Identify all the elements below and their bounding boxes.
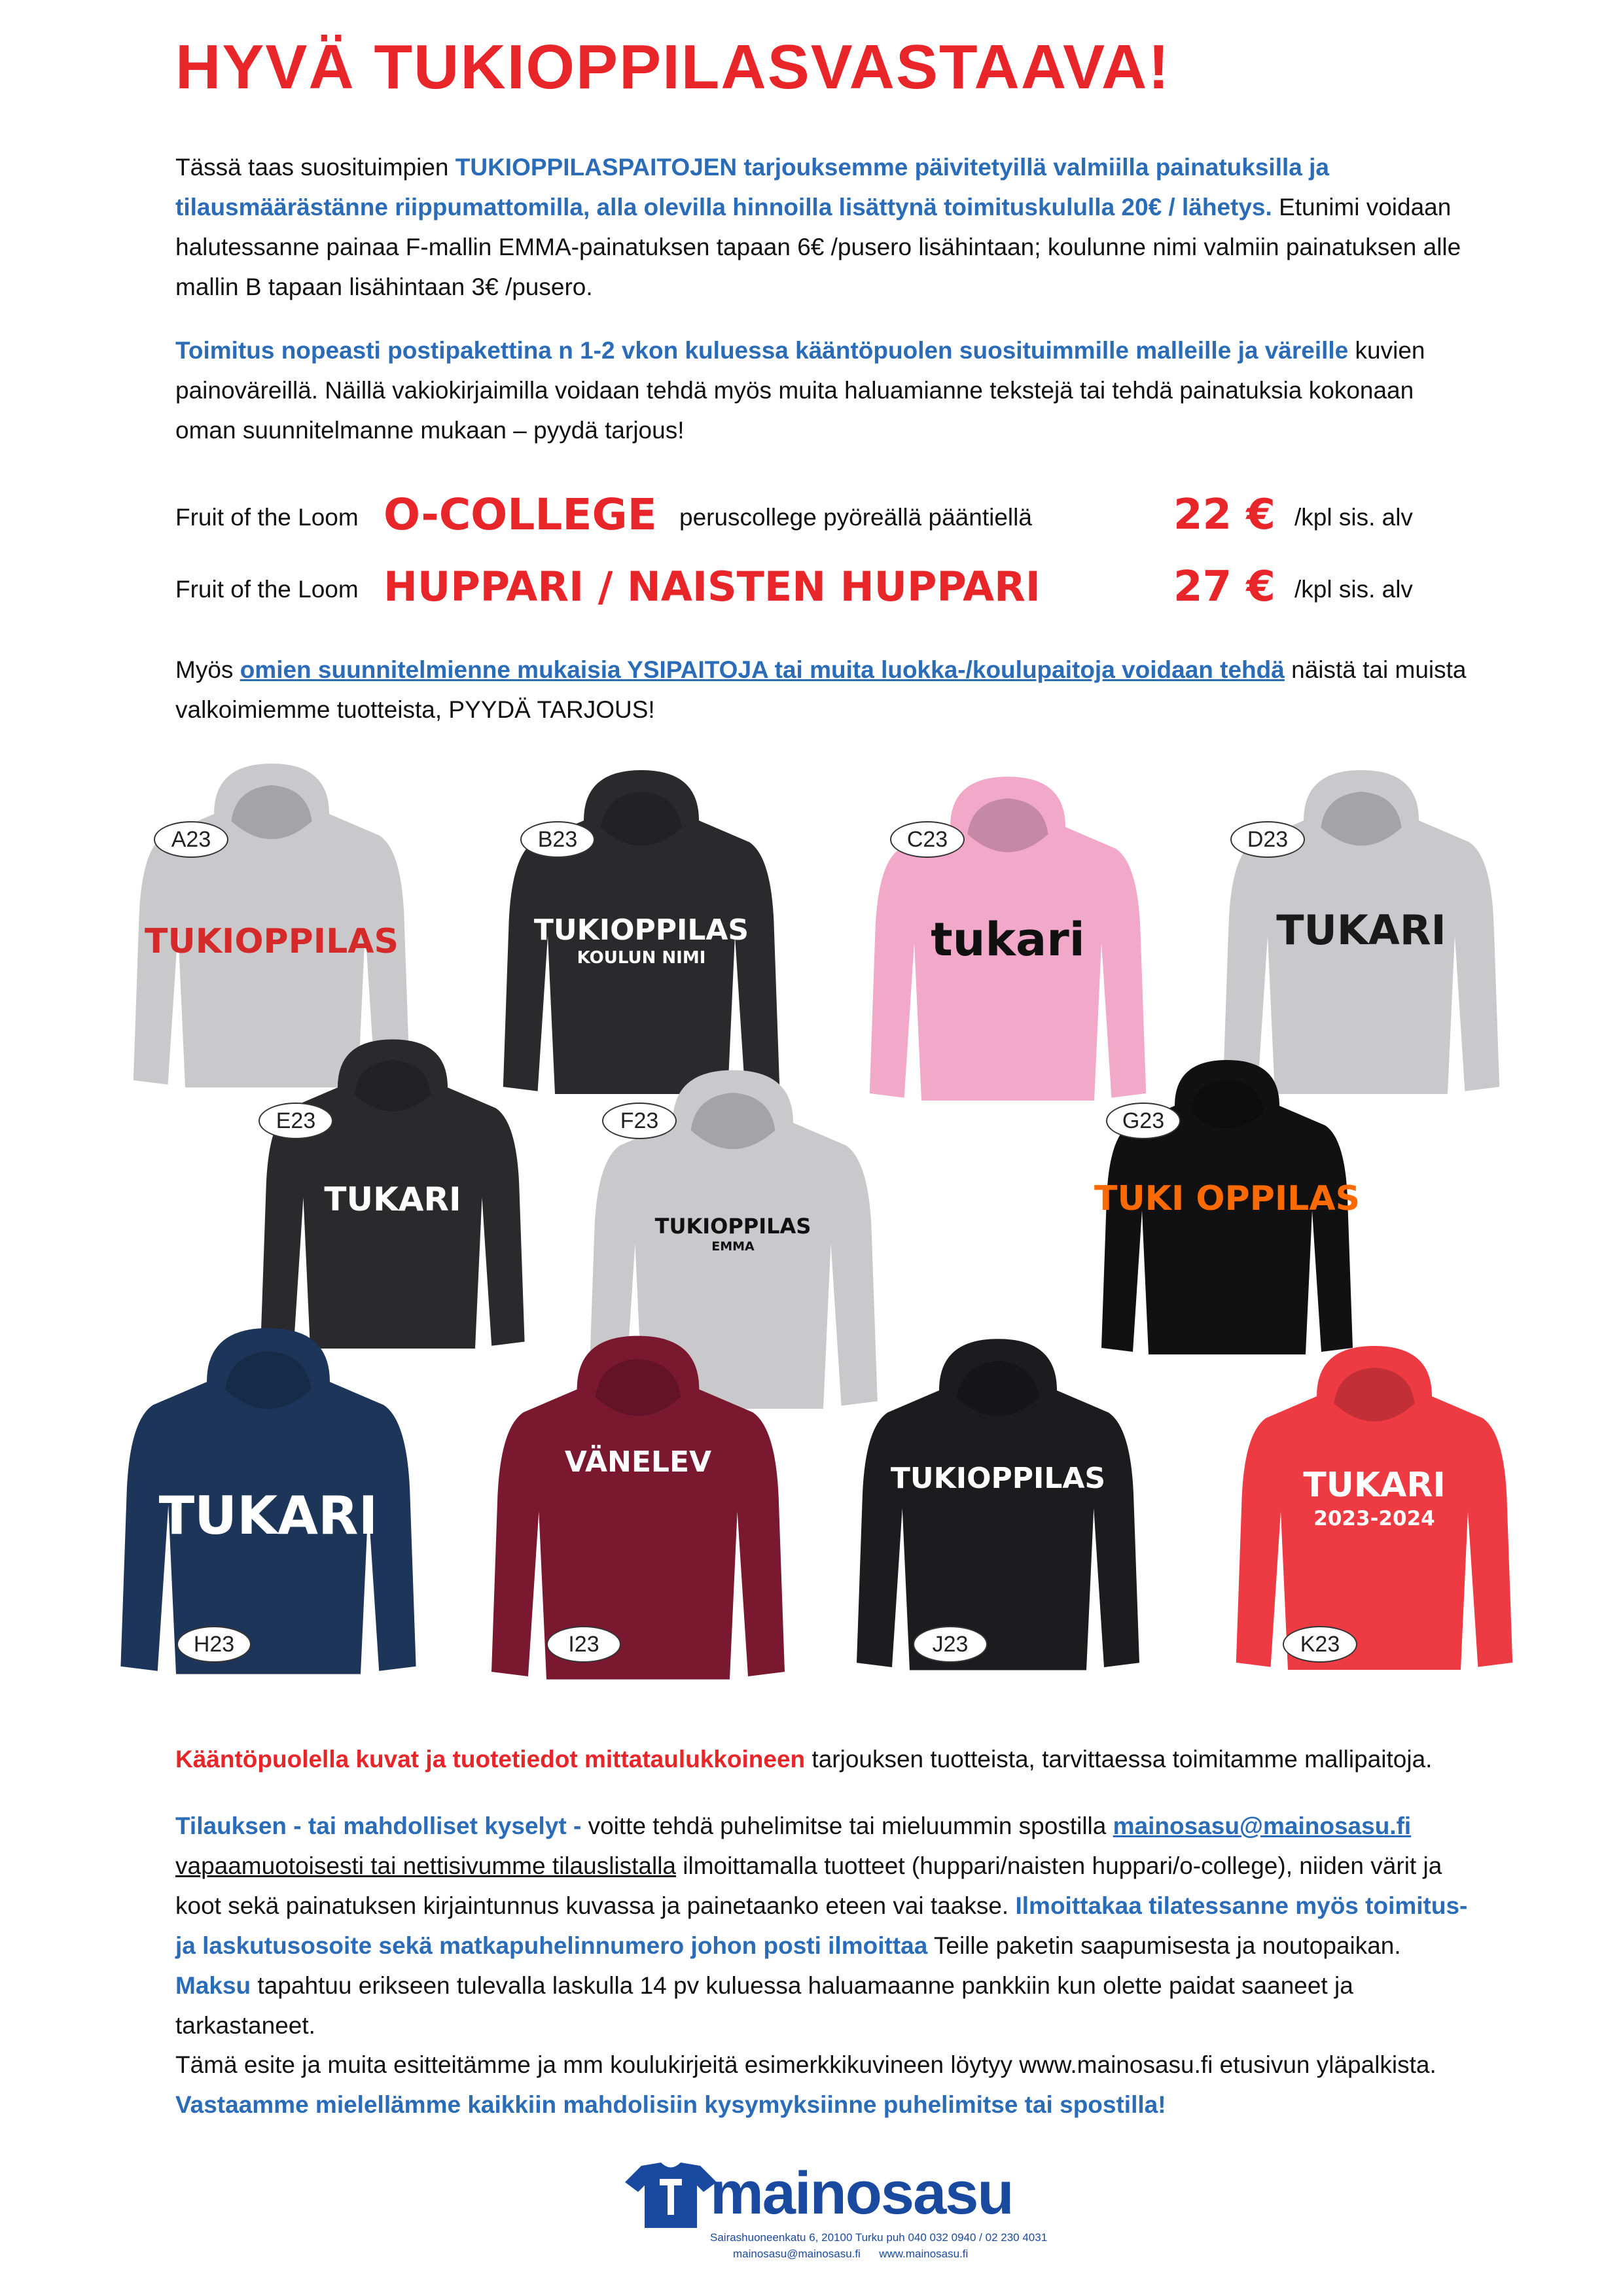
backside-text-1: Kääntöpuolella kuvat ja tuotetiedot mittataulukkoineen bbox=[175, 1746, 806, 1773]
price-brand: Fruit of the Loom bbox=[175, 504, 359, 531]
hoodie-print-subtext: EMMA bbox=[711, 1239, 755, 1254]
backside-paragraph bbox=[175, 1739, 1478, 1779]
order-text-1: Tilauksen - tai mahdolliset kyselyt - bbox=[175, 1812, 582, 1839]
price-unit: /kpl sis. alv bbox=[1294, 576, 1413, 603]
hoodie-print-text: TUKARI bbox=[1276, 906, 1446, 955]
tshirt-logo-icon bbox=[622, 2159, 720, 2231]
hoodie-i23 bbox=[481, 1328, 795, 1695]
price-value: 22 € bbox=[1173, 491, 1275, 539]
model-code-label: B23 bbox=[520, 821, 595, 858]
backside-text-2: tarjouksen tuotteista, tarvittaessa toimitamme mallipaitoja. bbox=[805, 1746, 1433, 1773]
order-paragraph bbox=[175, 1806, 1478, 2045]
price-row-hoodie bbox=[175, 561, 1478, 620]
order-text-2: voitte tehdä puhelimitse tai mieluummin spostilla bbox=[581, 1812, 1113, 1839]
delivery-text-2: kuvien painoväreillä. Näillä vakiokirjaimilla voidaan tehdä myös muita haluamianne tekstejä tai tehdä painatuksia kokonaan oman suunnitelmanne mukaan – pyydä tarjous! bbox=[175, 337, 1425, 444]
also-text-3: näistä tai muista valkoimiemme tuotteista, PYYDÄ TARJOUS! bbox=[175, 656, 1467, 723]
hoodie-print-text: TUKIOPPILAS bbox=[654, 1214, 812, 1239]
model-code-label: K23 bbox=[1283, 1626, 1357, 1663]
model-code-label: C23 bbox=[890, 821, 965, 858]
delivery-paragraph bbox=[175, 330, 1478, 450]
hoodie-print-text: TUKARI bbox=[1303, 1466, 1446, 1506]
model-code-label: E23 bbox=[259, 1103, 333, 1139]
model-code-label: F23 bbox=[602, 1103, 677, 1139]
hoodie-print-text: TUKIOPPILAS bbox=[533, 913, 749, 947]
order-text-7: Maksu bbox=[175, 1972, 251, 1999]
intro-text-3: Etunimi voidaan halutessanne painaa F-mallin EMMA-painatuksen tapaan 6€ /pusero lisähintaan; koulunne nimi valmiin painatuksen alle mallin B tapaan lisähintaan 3€ /pusero. bbox=[175, 194, 1461, 300]
model-code-label: I23 bbox=[546, 1626, 621, 1663]
hoodie-print-subtext: 2023-2024 bbox=[1313, 1506, 1435, 1530]
hoodie-print-text: VÄNELEV bbox=[564, 1445, 712, 1479]
also-text-1: Myös bbox=[175, 656, 240, 683]
order-list-link[interactable]: vapaamuotoisesti tai nettisivumme tilauslistalla bbox=[175, 1852, 677, 1879]
intro-text-1: Tässä taas suosituimpien bbox=[175, 154, 455, 181]
footer-paragraph bbox=[175, 2045, 1478, 2125]
intro-paragraph bbox=[175, 147, 1478, 307]
logo-wordmark: mainosasu bbox=[710, 2160, 1013, 2227]
price-unit: /kpl sis. alv bbox=[1294, 504, 1413, 531]
price-row-college bbox=[175, 489, 1478, 548]
hoodie-print-text: TUKI OPPILAS bbox=[1094, 1179, 1361, 1218]
hoodie-print-text: TUKARI bbox=[158, 1485, 378, 1546]
also-link[interactable]: omien suunnitelmienne mukaisia YSIPAITOJA tai muita luokka-/koulupaitoja voidaan tehdä bbox=[240, 656, 1285, 683]
price-desc: peruscollege pyöreällä pääntiellä bbox=[679, 504, 1032, 531]
model-code-label: G23 bbox=[1106, 1103, 1181, 1139]
hoodie-print-text: TUKIOPPILAS bbox=[890, 1462, 1106, 1496]
price-value: 27 € bbox=[1173, 563, 1275, 611]
delivery-text-1: Toimitus nopeasti postipakettina n 1-2 vkon kuluessa kääntöpuolen suosituimmille malleille ja väreille bbox=[175, 337, 1349, 364]
email-link[interactable]: mainosasu@mainosasu.fi bbox=[1113, 1812, 1412, 1839]
order-text-8: tapahtuu erikseen tulevalla laskulla 14 pv kuluessa haluamaanne pankkiin kun olette paidat saaneet ja tarkastaneet. bbox=[175, 1972, 1353, 2039]
model-code-label: J23 bbox=[913, 1626, 988, 1663]
logo-contact: mainosasu@mainosasu.fi www.mainosasu.fi bbox=[733, 2248, 969, 2260]
hoodie-print-text: TUKIOPPILAS bbox=[145, 921, 399, 961]
page-title: HYVÄ TUKIOPPILASVASTAAVA! bbox=[175, 32, 1171, 102]
hoodie-j23 bbox=[851, 1315, 1145, 1701]
model-code-label: A23 bbox=[154, 821, 228, 858]
price-brand: Fruit of the Loom bbox=[175, 576, 359, 603]
footer-text-1: Tämä esite ja muita esitteitämme ja mm koulukirjeitä esimerkkikuvineen löytyy www.mainosasu.fi etusivun yläpalkista. bbox=[175, 2051, 1436, 2078]
product-gallery bbox=[0, 746, 1623, 1721]
order-text-4: ilmoittamalla tuotteet (huppari/naisten huppari/o-college), niiden värit ja koot sekä painatuksen kirjaintunnus kuvassa ja painetaanko eteen vai taakse. bbox=[175, 1852, 1442, 1919]
logo-address: Sairashuoneenkatu 6, 20100 Turku puh 040 032 0940 / 02 230 4031 bbox=[710, 2231, 1048, 2244]
order-text-5: Ilmoittakaa tilatessanne myös toimitus- ja laskutusosoite sekä matkapuhelinnumero johon posti ilmoittaa bbox=[175, 1892, 1468, 1959]
company-logo bbox=[622, 2159, 1048, 2290]
order-text-6: Teille paketin saapumisesta ja noutopaikan. bbox=[927, 1932, 1401, 1959]
hoodie-print-text: tukari bbox=[931, 913, 1085, 967]
hoodie-print-text: TUKARI bbox=[324, 1180, 461, 1218]
footer-text-2: Vastaamme mielellämme kaikkiin mahdolisiin kysymyksiinne puhelimitse tai spostilla! bbox=[175, 2091, 1166, 2118]
price-product: HUPPARI / NAISTEN HUPPARI bbox=[383, 563, 1041, 610]
model-code-label: H23 bbox=[177, 1626, 251, 1663]
price-product: O-COLLEGE bbox=[383, 489, 657, 540]
also-paragraph bbox=[175, 650, 1478, 730]
model-code-label: D23 bbox=[1230, 821, 1305, 858]
hoodie-print-subtext: KOULUN NIMI bbox=[577, 948, 706, 968]
intro-text-2: TUKIOPPILASPAITOJEN tarjouksemme päivitetyillä valmiilla painatuksilla ja tilausmäärästänne riippumattomilla, alla olevilla hinnoilla lisättynä toimituskululla 20€ / lähetys. bbox=[175, 154, 1329, 221]
